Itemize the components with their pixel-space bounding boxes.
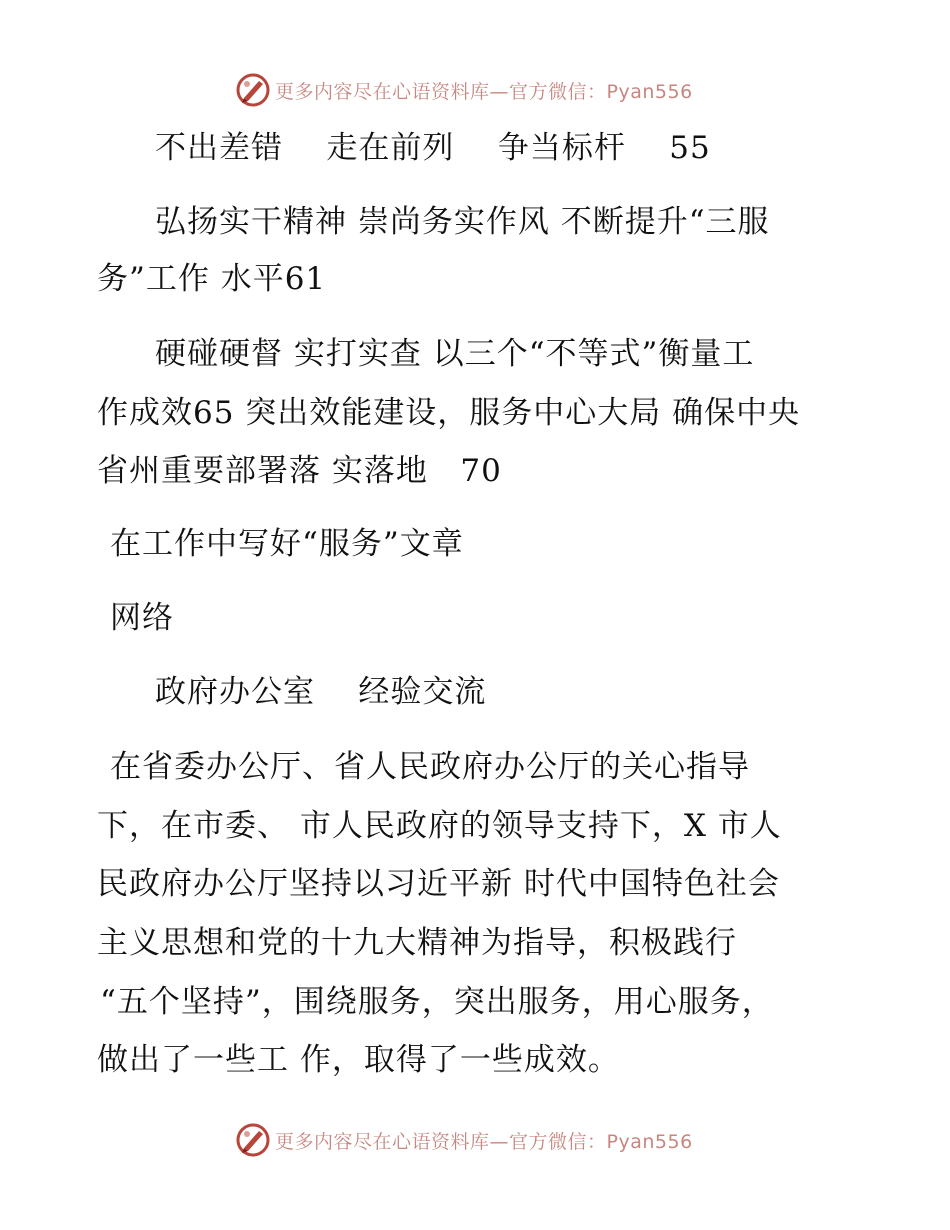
text-line: 省州重要部署落 实落地 70 — [97, 453, 502, 489]
header-watermark — [235, 70, 693, 110]
text-line: 网络 — [110, 600, 174, 636]
section-heading: 在工作中写好“服务”文章 — [110, 526, 464, 562]
text-line: 硬碰硬督 实打实查 以三个“不等式”衡量工 — [155, 336, 755, 372]
watermark-text: 更多内容尽在心语资料库—官方微信：Pyan556 — [275, 1130, 693, 1153]
watermark-text: 更多内容尽在心语资料库—官方微信：Pyan556 — [275, 80, 693, 103]
paragraph-line: 下，在市委、 市人民政府的领导支持下，X 市人 — [97, 808, 782, 844]
paragraph-line: 主义思想和党的十九大精神为指导，积极践行 — [97, 925, 737, 961]
text-line: 不出差错 走在前列 争当标杆 55 — [155, 130, 711, 166]
text-line: 作成效65 突出效能建设，服务中心大局 确保中央 — [97, 395, 801, 431]
paragraph-line: 做出了一些工 作，取得了一些成效。 — [97, 1042, 620, 1078]
text-line: 务”工作 水平61 — [97, 261, 327, 297]
red-pen-logo-icon — [235, 72, 271, 108]
paragraph-line: “五个坚持”，围绕服务，突出服务，用心服务， — [100, 984, 774, 1020]
red-pen-logo-icon — [235, 1122, 271, 1158]
footer-watermark — [235, 1120, 693, 1160]
text-line: 弘扬实干精神 崇尚务实作风 不断提升“三服 — [155, 204, 770, 240]
paragraph-line: 在省委办公厅、省人民政府办公厅的关心指导 — [110, 749, 750, 785]
paragraph-line: 民政府办公厅坚持以习近平新 时代中国特色社会 — [97, 866, 780, 902]
text-line: 政府办公室 经验交流 — [155, 674, 487, 710]
